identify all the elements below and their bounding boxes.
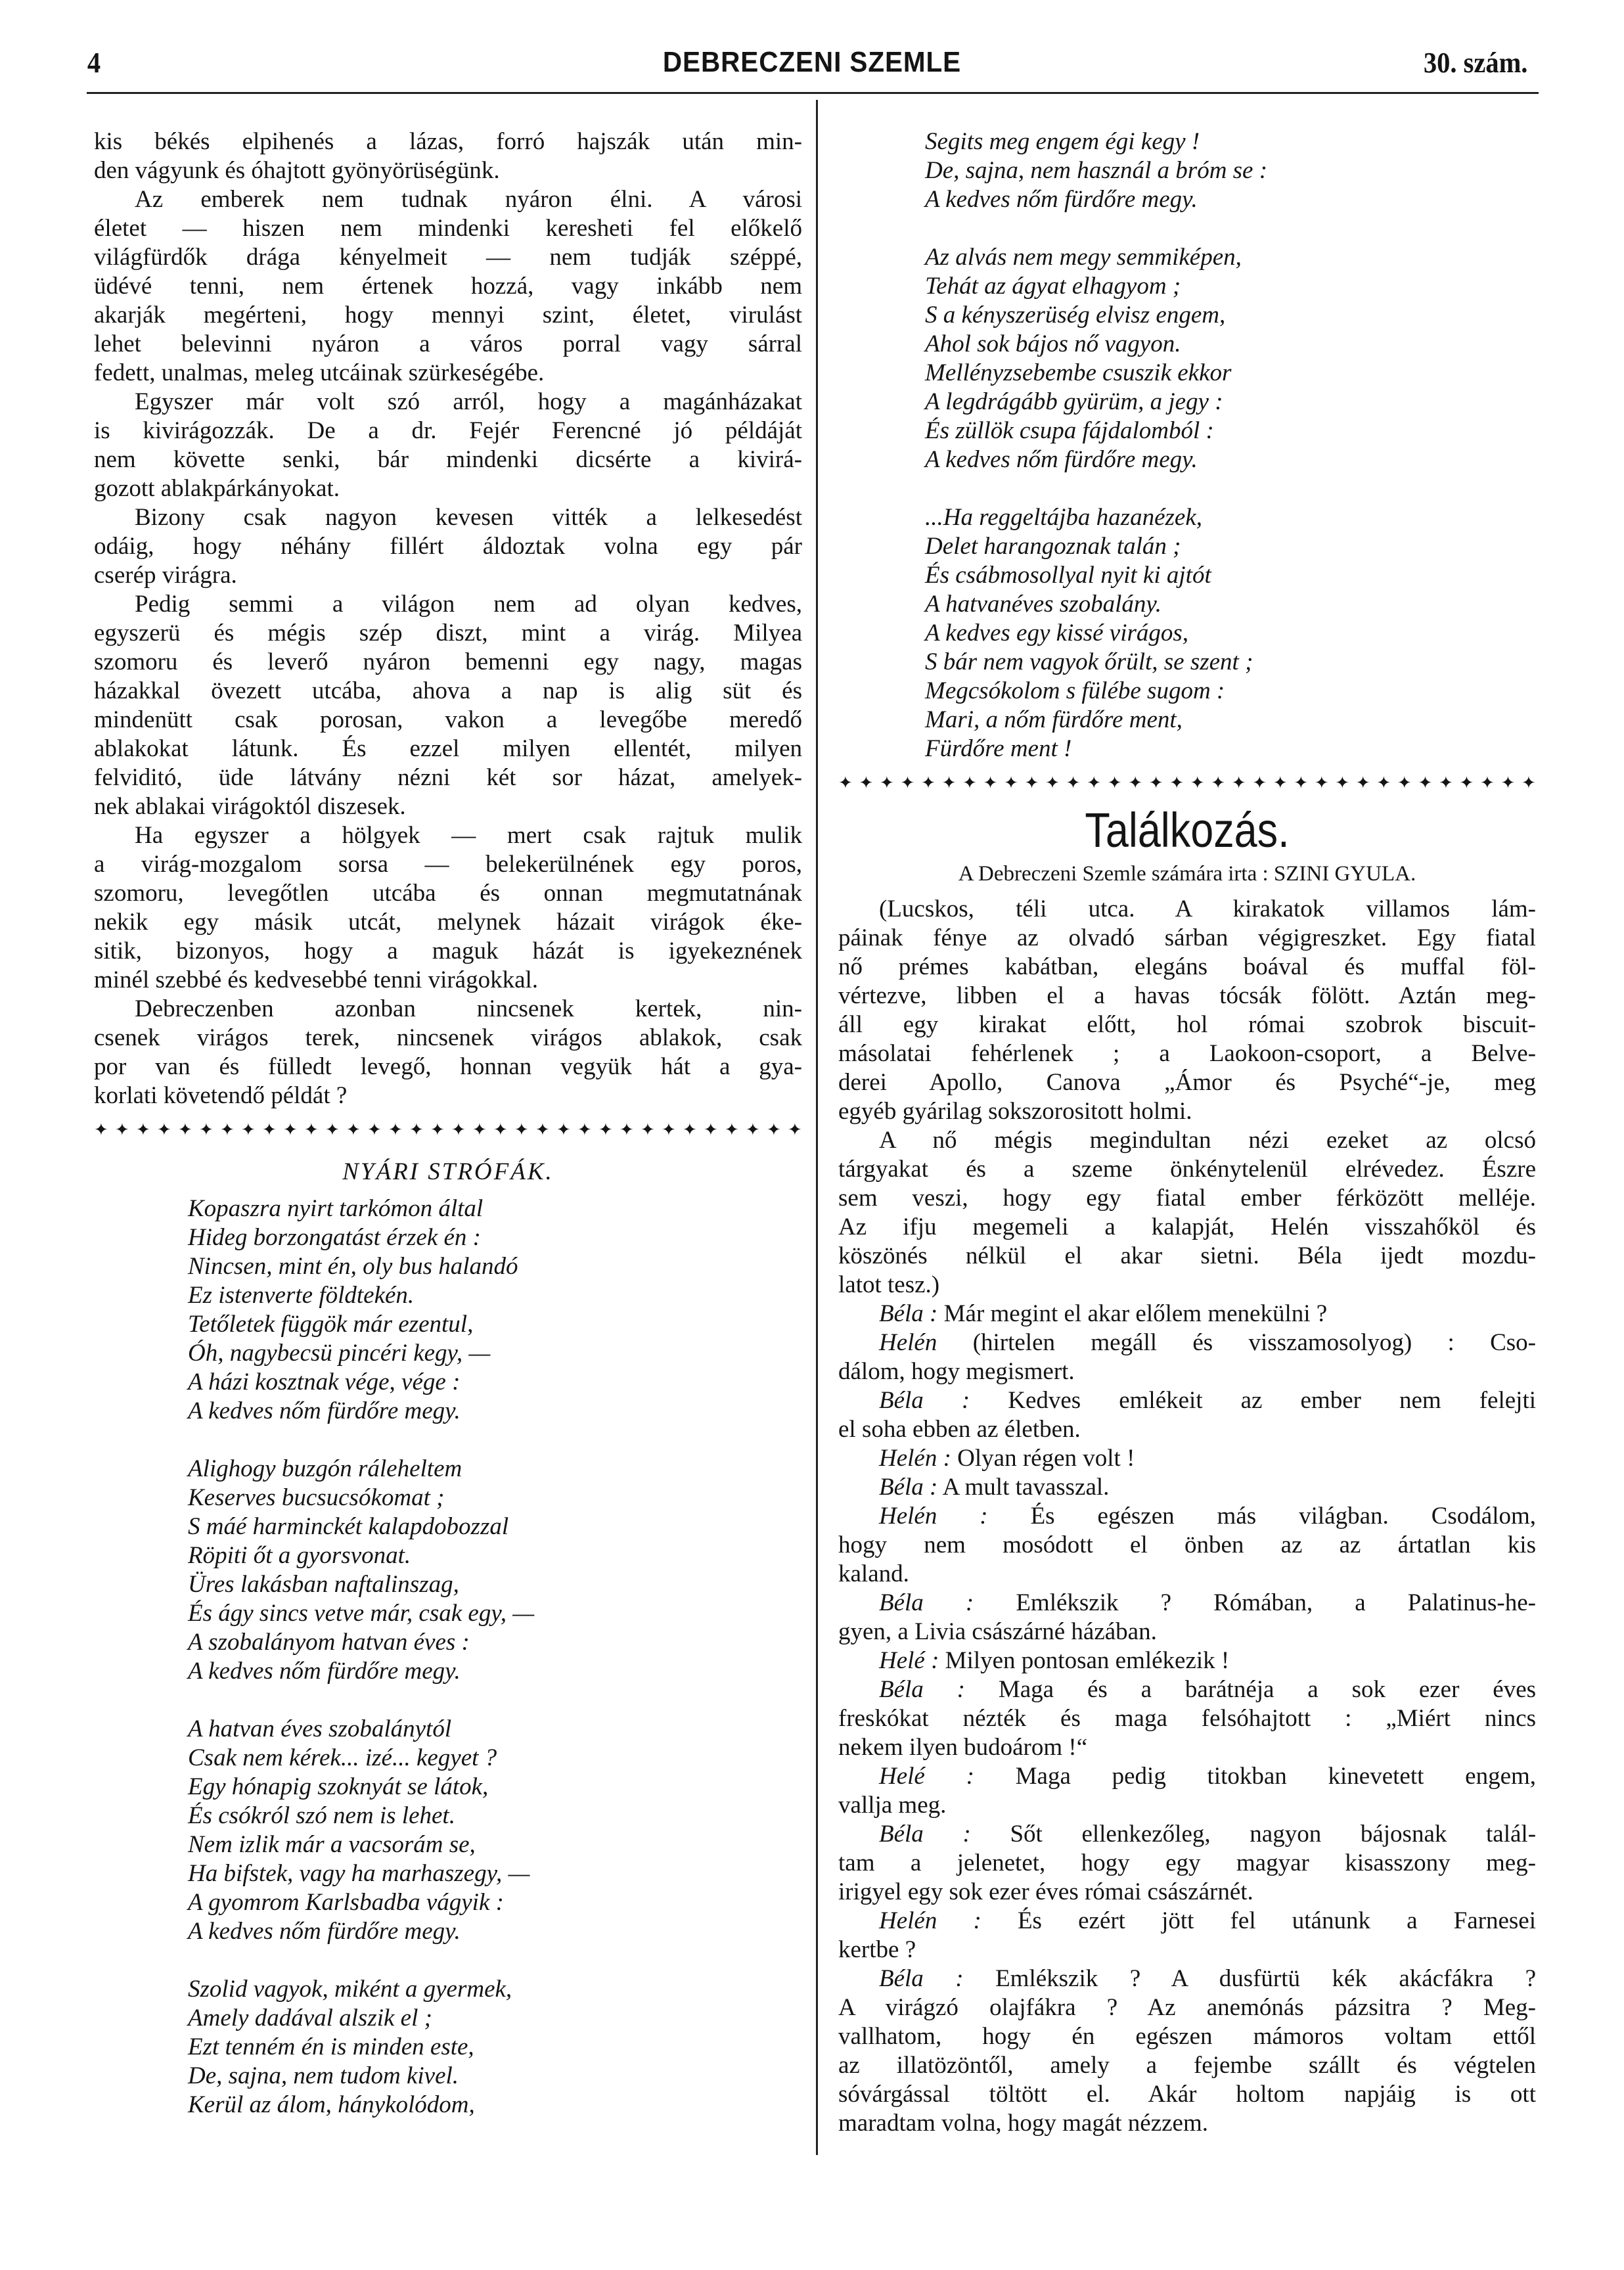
verse-line: A kedves nőm fürdőre megy. bbox=[188, 1918, 461, 1945]
text-line: nem követte senki, bár mindenki dicsérte a kivirá- bbox=[94, 446, 802, 473]
ornament-glyph: ✦ bbox=[683, 1120, 697, 1139]
text-line: el soha ebben az életben. bbox=[838, 1416, 1081, 1443]
paragraph bbox=[838, 895, 1536, 1126]
ornament-glyph: ✦ bbox=[283, 1120, 298, 1139]
ornament-glyph: ✦ bbox=[1522, 773, 1536, 792]
ornament-glyph: ✦ bbox=[1107, 773, 1122, 792]
text-line: den vágyunk és óhajtott gyönyörüségünk. bbox=[94, 157, 500, 184]
text-line: egyszerü és mégis szép diszt, mint a virág. Milyea bbox=[94, 620, 802, 647]
verse-line: Az alvás nem megy semmiképen, bbox=[925, 244, 1242, 271]
verse-line: De, sajna, nem tudom kivel. bbox=[188, 2062, 459, 2089]
text-line: Helén : Olyan régen volt ! bbox=[879, 1445, 1135, 1472]
verse-line: Röpiti őt a gyorsvonat. bbox=[188, 1542, 411, 1569]
text-line: az illatözöntől, amely a fejembe szállt és végtelen bbox=[838, 2052, 1536, 2079]
text-line: kertbe ? bbox=[838, 1936, 916, 1963]
text-line: Béla : Sőt ellenkezőleg, nagyon bájosnak talál- bbox=[879, 1821, 1536, 1848]
ornament-glyph: ✦ bbox=[241, 1120, 256, 1139]
text-line: kis békés elpihenés a lázas, forró hajszák után min- bbox=[94, 128, 802, 155]
text-line: másolatai fehérlenek ; a Laokoon-csoport, a Belve- bbox=[838, 1040, 1536, 1067]
speaker-name: Helé : bbox=[879, 1647, 939, 1674]
text-line: Béla : A mult tavasszal. bbox=[879, 1474, 1110, 1501]
verse-line: A kedves nőm fürdőre megy. bbox=[925, 186, 1198, 213]
verse-line: A hatvan éves szobalánytól bbox=[188, 1715, 452, 1742]
ornament-glyph: ✦ bbox=[262, 1120, 277, 1139]
ornament-glyph: ✦ bbox=[962, 773, 977, 792]
header-rule bbox=[87, 92, 1539, 94]
text-line: nekem ilyen budoárom !“ bbox=[838, 1734, 1088, 1761]
text-line: Helén : És ezért jött fel utánunk a Farnesei bbox=[879, 1907, 1536, 1934]
verse-line: A gyomrom Karlsbadba vágyik : bbox=[188, 1889, 504, 1916]
text-line: Pedig semmi a világon nem ad olyan kedves, bbox=[135, 591, 802, 618]
text-line: Béla : Emlékszik ? Rómában, a Palatinus-he- bbox=[879, 1589, 1536, 1616]
stanza bbox=[94, 1194, 802, 1426]
text-line: A nő mégis megindultan nézi ezeket az olcsó bbox=[879, 1127, 1536, 1154]
ornament-glyph: ✦ bbox=[1148, 773, 1163, 792]
article-flowers bbox=[94, 127, 802, 1110]
ornament-glyph: ✦ bbox=[859, 773, 874, 792]
text-line: nek ablakai virágoktól diszesek. bbox=[94, 793, 406, 820]
text-line: korlati követendő példát ? bbox=[94, 1082, 348, 1109]
text-line: latot tesz.) bbox=[838, 1271, 940, 1298]
text-line: minél szebbé és kedvesebbé tenni virágokkal. bbox=[94, 966, 539, 993]
speaker-name: Helé : bbox=[879, 1763, 974, 1790]
stanza-gap bbox=[94, 1946, 802, 1975]
paragraph bbox=[94, 995, 802, 1110]
ornament-glyph: ✦ bbox=[451, 1120, 466, 1139]
text-line: cserép virágra. bbox=[94, 562, 237, 589]
verse-line: És csábmosollyal nyit ki ajtót bbox=[925, 562, 1211, 589]
verse-line: Nem izlik már a vacsorám se, bbox=[188, 1831, 476, 1858]
ornament-glyph: ✦ bbox=[325, 1120, 340, 1139]
speaker-name: Helén : bbox=[879, 1907, 981, 1934]
ornament-glyph: ✦ bbox=[662, 1120, 676, 1139]
ornament-glyph: ✦ bbox=[1066, 773, 1081, 792]
verse-line: És ágy sincs vetve már, csak egy, — bbox=[188, 1600, 535, 1627]
verse-line: Tetőletek függök már ezentul, bbox=[188, 1311, 474, 1338]
text-line: akarják megérteni, hogy mennyi szint, életet, virulást bbox=[94, 302, 802, 329]
paragraph bbox=[94, 127, 802, 185]
verse-line: Egy hónapig szoknyát se látok, bbox=[188, 1773, 489, 1800]
ornament-glyph: ✦ bbox=[199, 1120, 214, 1139]
issue-number: 30. szám. bbox=[1423, 47, 1528, 79]
text-line: irigyel egy sok ezer éves római császárnét. bbox=[838, 1878, 1253, 1905]
paragraph bbox=[94, 590, 802, 821]
verse-line: Szolid vagyok, miként a gyermek, bbox=[188, 1976, 512, 2003]
text-line: kaland. bbox=[838, 1560, 909, 1587]
verse-line: Megcsókolom s fülébe sugom : bbox=[925, 677, 1225, 704]
ornament-glyph: ✦ bbox=[493, 1120, 508, 1139]
text-line: Az ifju megemeli a kalapját, Helén visszahőköl és bbox=[838, 1214, 1536, 1240]
stanza bbox=[838, 127, 1536, 214]
text-line: üdévé tenni, nem értenek hozzá, vagy inkább nem bbox=[94, 273, 802, 300]
ornament-divider bbox=[94, 1116, 802, 1145]
ornament-glyph: ✦ bbox=[430, 1120, 445, 1139]
ornament-glyph: ✦ bbox=[598, 1120, 613, 1139]
stanza bbox=[838, 243, 1536, 474]
ornament-glyph: ✦ bbox=[409, 1120, 424, 1139]
ornament-glyph: ✦ bbox=[1459, 773, 1474, 792]
verse-line: ...Ha reggeltájba hazanézek, bbox=[925, 504, 1202, 531]
masthead-title: DEBRECZENI SZEMLE bbox=[662, 46, 962, 78]
paragraph bbox=[838, 1820, 1536, 1907]
verse-line: A legdrágább gyürüm, a jegy : bbox=[925, 388, 1223, 415]
text-line: Helé : Maga pedig titokban kinevetett engem, bbox=[879, 1763, 1536, 1790]
text-line: sitik, bizonyos, hogy a maguk házát is igyekeznének bbox=[94, 938, 802, 965]
ornament-glyph: ✦ bbox=[900, 773, 915, 792]
stanza-gap bbox=[838, 214, 1536, 243]
paragraph bbox=[94, 185, 802, 388]
verse-line: Csak nem kérek... izé... kegyet ? bbox=[188, 1744, 497, 1771]
ornament-glyph: ✦ bbox=[767, 1120, 781, 1139]
ornament-glyph: ✦ bbox=[746, 1120, 760, 1139]
ornament-glyph: ✦ bbox=[1479, 773, 1495, 792]
verse-line: Kopaszra nyirt tarkómon által bbox=[188, 1195, 484, 1222]
ornament-glyph: ✦ bbox=[304, 1120, 319, 1139]
ornament-glyph: ✦ bbox=[388, 1120, 403, 1139]
ornament-glyph: ✦ bbox=[1169, 773, 1184, 792]
text-line: sóvárgással töltött el. Akár holtom napjáig is ott bbox=[838, 2081, 1536, 2108]
text-line: por van és fülledt levegő, honnan vegyük hát a gya- bbox=[94, 1053, 802, 1080]
ornament-glyph: ✦ bbox=[641, 1120, 655, 1139]
ornament-glyph: ✦ bbox=[367, 1120, 382, 1139]
byline: A Debreczeni Szemle számára irta : SZINI GYULA. bbox=[958, 862, 1416, 886]
text-line: köszönés nélkül el akar sietni. Béla ijedt mozdu- bbox=[838, 1242, 1536, 1269]
paragraph bbox=[838, 1386, 1536, 1444]
text-line: nő prémes kabátban, elegáns boával és muffal föl- bbox=[838, 953, 1536, 980]
text-line: tárgyakat és a szeme önkénytelenül elrévedez. Észre bbox=[838, 1156, 1536, 1183]
paragraph bbox=[838, 1444, 1536, 1473]
ornament-glyph: ✦ bbox=[1045, 773, 1060, 792]
verse-line: Delet harangoznak talán ; bbox=[925, 533, 1181, 560]
paragraph bbox=[838, 1646, 1536, 1675]
verse-line: Alighogy buzgón ráleheltem bbox=[188, 1455, 462, 1482]
speaker-name: Béla : bbox=[879, 1965, 964, 1992]
ornament-glyph: ✦ bbox=[178, 1120, 192, 1139]
ornament-glyph: ✦ bbox=[157, 1120, 171, 1139]
right-column bbox=[838, 127, 1536, 2138]
stanza bbox=[94, 1975, 802, 2120]
ornament-glyph: ✦ bbox=[941, 773, 957, 792]
verse-line: Ezt tenném én is minden este, bbox=[188, 2033, 474, 2060]
text-line: derei Apollo, Canova „Ámor és Psyché“-je, meg bbox=[838, 1069, 1536, 1096]
story-talalkozas bbox=[838, 895, 1536, 2138]
text-line: Béla : Emlékszik ? A dusfürtü kék akácfákra ? bbox=[879, 1965, 1536, 1992]
poem-continuation bbox=[838, 127, 1536, 763]
ornament-glyph: ✦ bbox=[514, 1120, 529, 1139]
text-line: a virág-mozgalom sorsa — belekerülnének egy poros, bbox=[94, 851, 802, 878]
verse-line: Tehát az ágyat elhagyom ; bbox=[925, 273, 1181, 300]
verse-line: A kedves nőm fürdőre megy. bbox=[188, 1658, 461, 1685]
text-line: dálom, hogy megismert. bbox=[838, 1358, 1075, 1385]
speaker-name: Béla : bbox=[879, 1300, 938, 1327]
ornament-glyph: ✦ bbox=[1004, 773, 1018, 792]
text-line: vértezve, libben el a havas tócsák fölött. Aztán meg- bbox=[838, 982, 1536, 1009]
verse-line: A hatvanéves szobalány. bbox=[925, 591, 1162, 618]
text-line: Bizony csak nagyon kevesen vitték a lelkesedést bbox=[135, 504, 802, 531]
text-line: Egyszer már volt szó arról, hogy a magánházakat bbox=[135, 388, 802, 415]
text-line: szomoru, levegőtlen utcába és onnan megmutatnának bbox=[94, 880, 802, 907]
text-line: Béla : Kedves emlékeit az ember nem felejti bbox=[879, 1387, 1536, 1414]
column-divider bbox=[816, 100, 818, 2155]
paragraph bbox=[838, 1589, 1536, 1646]
ornament-glyph: ✦ bbox=[1273, 773, 1288, 792]
verse-line: Keserves bucsucsókomat ; bbox=[188, 1484, 445, 1511]
text-line: tam a jelenetet, hogy egy magyar kisasszony meg- bbox=[838, 1850, 1536, 1876]
stanza-gap bbox=[838, 474, 1536, 503]
verse-line: Fürdőre ment ! bbox=[925, 735, 1072, 762]
paragraph bbox=[94, 388, 802, 503]
ornament-glyph: ✦ bbox=[880, 773, 894, 792]
paragraph bbox=[838, 1964, 1536, 2138]
text-line: páinak fénye az olvadó sárban végigreszket. Egy fiatal bbox=[838, 924, 1536, 951]
ornament-glyph: ✦ bbox=[577, 1120, 592, 1139]
ornament-glyph: ✦ bbox=[1355, 773, 1370, 792]
ornament-glyph: ✦ bbox=[220, 1120, 235, 1139]
text-line: világfürdők drága kényelmeit — nem tudják széppé, bbox=[94, 244, 802, 271]
ornament-glyph: ✦ bbox=[1087, 773, 1101, 792]
stanza-gap bbox=[94, 1426, 802, 1455]
text-line: Az emberek nem tudnak nyáron élni. A városi bbox=[135, 186, 802, 213]
text-line: ablakokat látunk. És ezzel milyen ellentét, milyen bbox=[94, 735, 802, 762]
paragraph bbox=[94, 821, 802, 995]
ornament-glyph: ✦ bbox=[556, 1120, 571, 1139]
verse-line: A kedves nőm fürdőre megy. bbox=[925, 446, 1198, 473]
stanza bbox=[94, 1715, 802, 1946]
text-line: A virágzó olajfákra ? Az anemónás pázsitra ? Meg- bbox=[838, 1994, 1536, 2021]
ornament-divider bbox=[838, 769, 1536, 798]
text-line: hogy nem mosódott el önben az az ártatlan kis bbox=[838, 1532, 1536, 1558]
ornament-glyph: ✦ bbox=[1190, 773, 1205, 792]
paragraph bbox=[838, 1126, 1536, 1300]
text-line: mindenütt csak porosan, vakon a levegőbe meredő bbox=[94, 706, 802, 733]
poem-nyari-strofak bbox=[94, 1194, 802, 2120]
speaker-name: Béla : bbox=[879, 1474, 938, 1501]
paragraph bbox=[838, 1473, 1536, 1502]
text-line: Ha egyszer a hölgyek — mert csak rajtuk mulik bbox=[135, 822, 802, 849]
speaker-name: Béla : bbox=[879, 1821, 971, 1848]
text-line: életet — hiszen nem mindenki keresheti fel előkelő bbox=[94, 215, 802, 242]
verse-line: Hideg borzongatást érzek én : bbox=[188, 1224, 481, 1251]
ornament-glyph: ✦ bbox=[115, 1120, 129, 1139]
text-line: Debreczenben azonban nincsenek kertek, nin- bbox=[135, 995, 802, 1022]
ornament-glyph: ✦ bbox=[620, 1120, 634, 1139]
text-line: sem veszi, hogy egy fiatal ember férközött melléje. bbox=[838, 1185, 1536, 1212]
verse-line: Mari, a nőm fürdőre ment, bbox=[925, 706, 1183, 733]
paragraph bbox=[94, 503, 802, 590]
text-line: Béla : Már megint el akar előlem menekülni ? bbox=[879, 1300, 1328, 1327]
text-line: vallja meg. bbox=[838, 1792, 947, 1819]
verse-line: S máé harminckét kalapdobozzal bbox=[188, 1513, 509, 1540]
text-line: lehet belevinni nyáron a város porral vagy sárral bbox=[94, 330, 802, 357]
text-line: Helén (hirtelen megáll és visszamosolyog) : Cso- bbox=[879, 1329, 1536, 1356]
ornament-glyph: ✦ bbox=[1024, 773, 1039, 792]
verse-line: Segits meg engem égi kegy ! bbox=[925, 128, 1200, 155]
speaker-name: Helén : bbox=[879, 1503, 988, 1530]
ornament-glyph: ✦ bbox=[535, 1120, 550, 1139]
verse-line: A házi kosztnak vége, vége : bbox=[188, 1369, 461, 1396]
paragraph bbox=[838, 1328, 1536, 1386]
page-number: 4 bbox=[87, 47, 101, 79]
ornament-glyph: ✦ bbox=[472, 1120, 487, 1139]
verse-line: A kedves egy kissé virágos, bbox=[925, 620, 1189, 647]
ornament-glyph: ✦ bbox=[1418, 773, 1433, 792]
verse-line: S bár nem vagyok őrült, se szent ; bbox=[925, 648, 1253, 675]
ornament-glyph: ✦ bbox=[346, 1120, 361, 1139]
stanza bbox=[838, 503, 1536, 763]
ornament-glyph: ✦ bbox=[1376, 773, 1391, 792]
text-line: fedett, unalmas, meleg utcáinak szürkeségébe. bbox=[94, 359, 545, 386]
text-line: Helé : Milyen pontosan emlékezik ! bbox=[879, 1647, 1230, 1674]
paragraph bbox=[838, 1907, 1536, 1964]
stanza-gap bbox=[94, 1686, 802, 1715]
ornament-glyph: ✦ bbox=[1314, 773, 1329, 792]
speaker-name: Helén : bbox=[879, 1445, 951, 1472]
verse-line: Nincsen, mint én, oly bus halandó bbox=[188, 1253, 518, 1280]
verse-line: És csókról szó nem is lehet. bbox=[188, 1802, 455, 1829]
ornament-glyph: ✦ bbox=[94, 1120, 108, 1139]
story-title: Találkozás. bbox=[1085, 803, 1290, 857]
text-line: vallhatom, hogy én egészen mámoros voltam ettől bbox=[838, 2023, 1536, 2050]
text-line: gozott ablakpárkányokat. bbox=[94, 475, 340, 502]
ornament-glyph: ✦ bbox=[704, 1120, 718, 1139]
speaker-name: Béla : bbox=[879, 1676, 965, 1703]
ornament-glyph: ✦ bbox=[1211, 773, 1226, 792]
verse-line: Kerül az álom, hánykolódom, bbox=[188, 2091, 475, 2118]
speaker-name: Béla : bbox=[879, 1589, 974, 1616]
text-line: (Lucskos, téli utca. A kirakatok villamos lám- bbox=[879, 896, 1536, 922]
text-line: nekik egy másik utcát, melynek házait virágok éke- bbox=[94, 909, 802, 936]
ornament-glyph: ✦ bbox=[1231, 773, 1246, 792]
ornament-glyph: ✦ bbox=[788, 1120, 802, 1139]
text-line: házakkal övezett utcába, ahova a nap is alig süt és bbox=[94, 677, 802, 704]
left-column bbox=[94, 127, 802, 2120]
text-line: Béla : Maga és a barátnéja a sok ezer éves bbox=[879, 1676, 1536, 1703]
text-line: szomoru és leverő nyáron bemenni egy nagy, magas bbox=[94, 648, 802, 675]
text-line: gyen, a Livia császárné házában. bbox=[838, 1618, 1157, 1645]
verse-line: Ahol sok bájos nő vagyon. bbox=[925, 330, 1181, 357]
ornament-glyph: ✦ bbox=[1294, 773, 1309, 792]
verse-line: És züllök csupa fájdalomból : bbox=[925, 417, 1214, 444]
stanza bbox=[94, 1455, 802, 1686]
text-line: odáig, hogy néhány fillért áldoztak volna egy pár bbox=[94, 533, 802, 560]
text-line: egyéb gyárilag sokszorositott holmi. bbox=[838, 1098, 1192, 1125]
speaker-name: Helén bbox=[879, 1329, 937, 1356]
verse-line: Amely dadával alszik el ; bbox=[188, 2005, 432, 2032]
ornament-glyph: ✦ bbox=[838, 773, 853, 792]
paragraph bbox=[838, 1762, 1536, 1820]
paragraph bbox=[838, 1675, 1536, 1762]
ornament-glyph: ✦ bbox=[136, 1120, 150, 1139]
ornament-glyph: ✦ bbox=[921, 773, 936, 792]
speaker-name: Béla : bbox=[879, 1387, 970, 1414]
verse-line: Ha bifstek, vagy ha marhaszegy, — bbox=[188, 1860, 530, 1887]
ornament-glyph: ✦ bbox=[1128, 773, 1143, 792]
ornament-glyph: ✦ bbox=[983, 773, 998, 792]
verse-line: S a kényszerüség elvisz engem, bbox=[925, 302, 1226, 329]
ornament-glyph: ✦ bbox=[1500, 773, 1516, 792]
verse-line: De, sajna, nem használ a bróm se : bbox=[925, 157, 1268, 184]
ornament-glyph: ✦ bbox=[1252, 773, 1267, 792]
text-line: felviditó, üde látvány nézni két sor házat, amelyek- bbox=[94, 764, 802, 791]
verse-line: A kedves nőm fürdőre megy. bbox=[188, 1397, 461, 1424]
ornament-glyph: ✦ bbox=[725, 1120, 739, 1139]
text-line: Helén : És egészen más világban. Csodálom, bbox=[879, 1503, 1536, 1530]
text-line: csenek virágos terek, nincsenek virágos ablakok, csak bbox=[94, 1024, 802, 1051]
verse-line: A szobalányom hatvan éves : bbox=[188, 1629, 470, 1656]
verse-line: Mellényzsebembe csuszik ekkor bbox=[925, 359, 1232, 386]
ornament-glyph: ✦ bbox=[1397, 773, 1412, 792]
verse-line: Óh, nagybecsü pincéri kegy, — bbox=[188, 1340, 491, 1367]
verse-line: Ez istenverte földtekén. bbox=[188, 1282, 415, 1309]
text-line: is kivirágozzák. De a dr. Fejér Ferencné jó példáját bbox=[94, 417, 802, 444]
paragraph bbox=[838, 1502, 1536, 1589]
verse-line: Üres lakásban naftalinszag, bbox=[188, 1571, 459, 1598]
ornament-glyph: ✦ bbox=[1438, 773, 1453, 792]
text-line: freskókat nézték és maga felsóhajtott : „Miért nincs bbox=[838, 1705, 1536, 1732]
paragraph bbox=[838, 1300, 1536, 1328]
text-line: maradtam volna, hogy magát nézzem. bbox=[838, 2110, 1209, 2137]
text-line: áll egy kirakat előtt, hol római szobrok biscuit- bbox=[838, 1011, 1536, 1038]
poem-title: NYÁRI STRÓFÁK. bbox=[342, 1158, 554, 1185]
ornament-glyph: ✦ bbox=[1335, 773, 1350, 792]
